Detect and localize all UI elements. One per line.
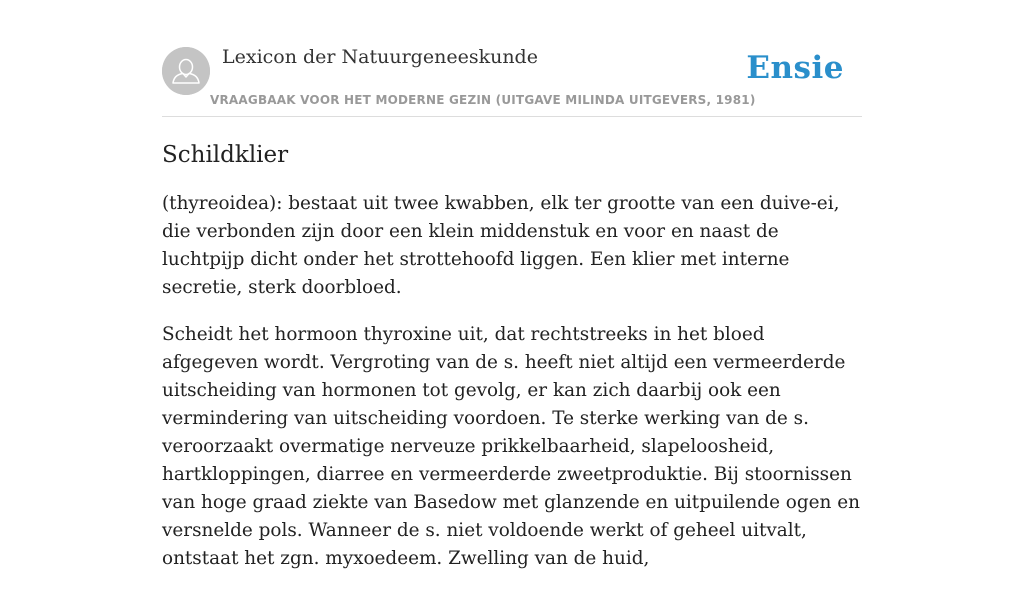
article-title: Schildklier [162, 142, 289, 168]
article [162, 140, 862, 592]
source-header [162, 46, 862, 117]
article-paragraph: Scheidt het hormoon thyroxine uit, dat rechtstreeks in het bloed afgegeven wordt. Vergroting van de s. heeft niet altijd een vermeerderde uitscheiding van hormonen tot gevolg, er kan zich daarbij ook een vermindering van uitscheiding voordoen. Te sterke werking van de s. veroorzaakt overmatige nerveuze prikkelbaarheid, slapeloosheid, hartkloppingen, diarree en vermeerderde zweetproduktie. Bij stoornissen van hoge graad ziekte van Basedow met glanzende en uitpuilende ogen en versnelde pols. Wanneer de s. niet voldoende werkt of geheel uitvalt, ontstaat het zgn. myxoedeem. Zwelling van de huid, [162, 324, 860, 569]
article-paragraph: (thyreoidea): bestaat uit twee kwabben, elk ter grootte van een duive-ei, die verbonden zijn door een klein middenstuk en voor en naast de luchtpijp dicht onder het strottehoofd liggen. Een klier met interne secretie, sterk doorbloed. [162, 193, 840, 298]
user-avatar-icon[interactable] [162, 47, 210, 95]
ensie-logo[interactable]: Ensie [746, 50, 844, 86]
source-subtitle: VRAAGBAAK VOOR HET MODERNE GEZIN (UITGAVE MILINDA UITGEVERS, 1981) [210, 93, 756, 107]
source-title[interactable]: Lexicon der Natuurgeneeskunde [222, 46, 538, 68]
